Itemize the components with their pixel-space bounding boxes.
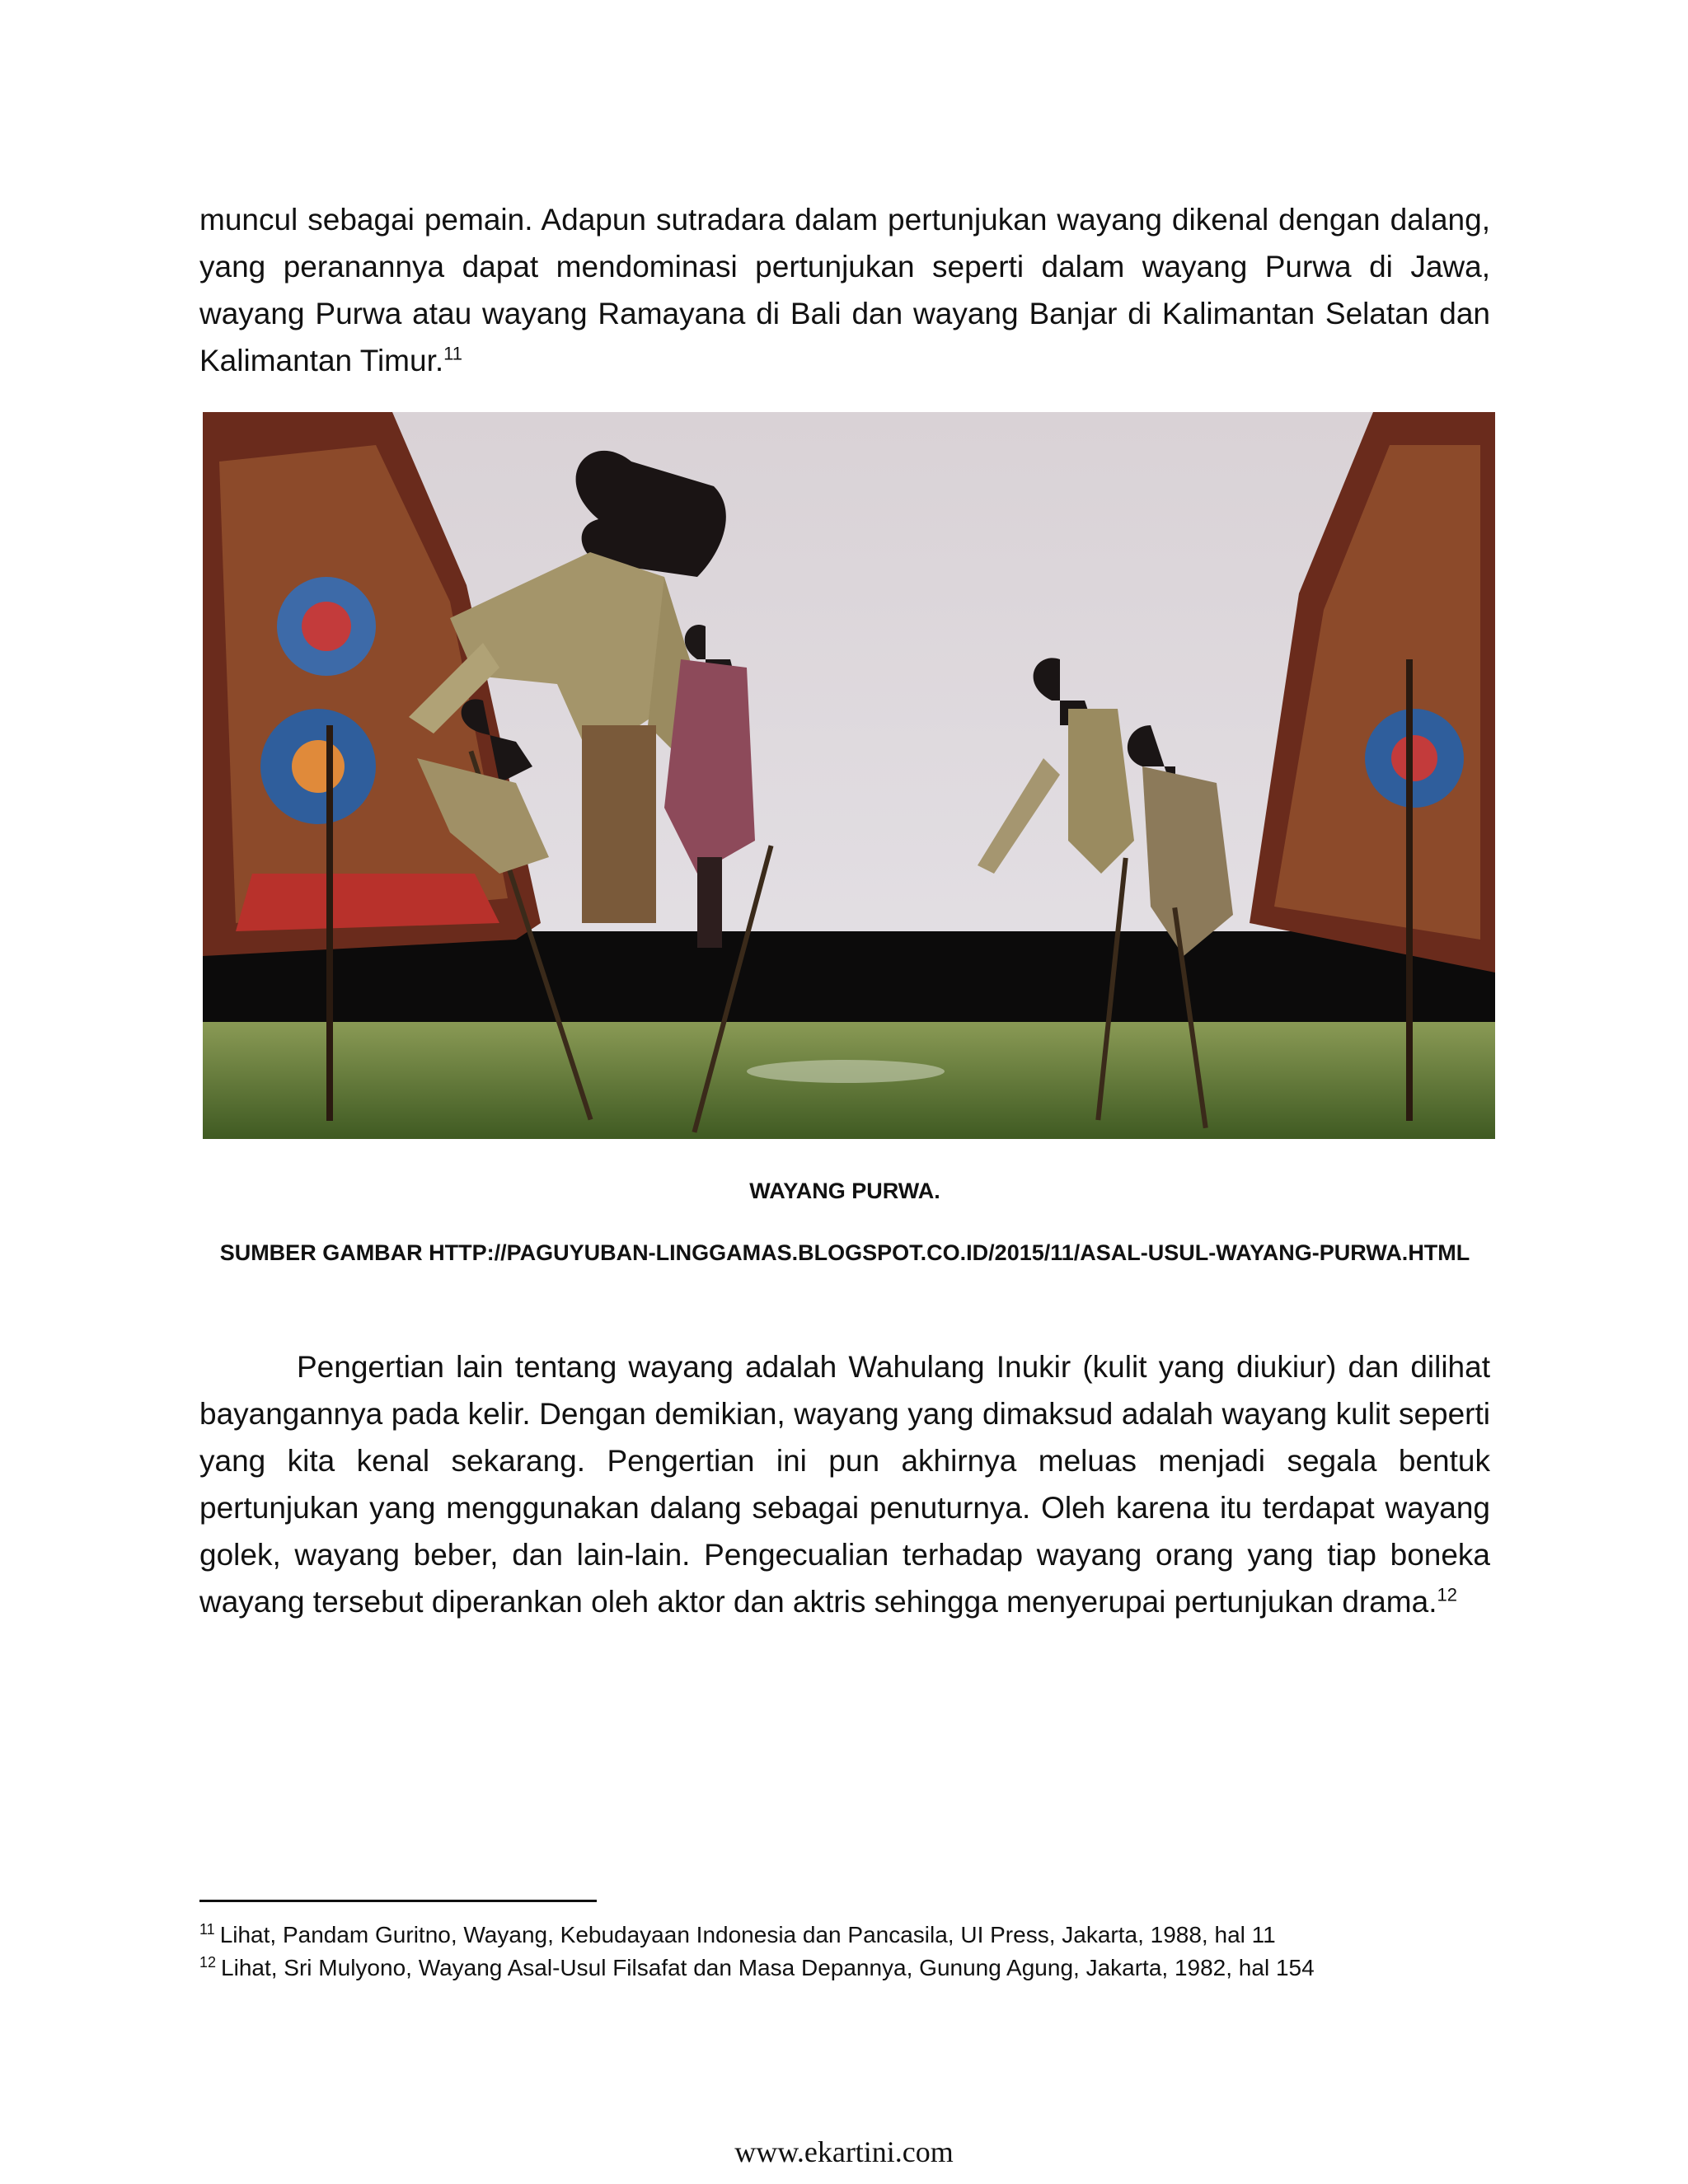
body-paragraph-2: [199, 1343, 1490, 1625]
footnote-text: Lihat, Sri Mulyono, Wayang Asal-Usul Filsafat dan Masa Depannya, Gunung Agung, Jakarta, 1982, hal 154: [221, 1955, 1315, 1980]
footnote-ref-11[interactable]: 11: [443, 343, 462, 364]
footnote-11: [199, 1919, 1518, 1952]
figure-caption-title: WAYANG PURWA.: [749, 1179, 940, 1203]
footnote-number: 12: [199, 1953, 217, 1971]
footer-website[interactable]: www.ekartini.com: [734, 2135, 954, 2168]
footnote-12: [199, 1952, 1518, 1985]
footnote-ref-12[interactable]: 12: [1437, 1584, 1457, 1605]
footnote-number: 11: [199, 1920, 215, 1938]
body-paragraph-1: [199, 196, 1490, 384]
footnote-text: Lihat, Pandam Guritno, Wayang, Kebudayaan Indonesia dan Pancasila, UI Press, Jakarta, 1988, hal 11: [219, 1922, 1276, 1947]
paragraph-1-text: muncul sebagai pemain. Adapun sutradara dalam pertunjukan wayang dikenal dengan dalang, yang peranannya dapat mendominasi pertunjukan seperti dalam wayang Purwa di Jawa, wayang Purwa atau wayang Ramayana di Bali dan wayang Banjar di Kalimantan Selatan dan Kalimantan Timur.: [199, 203, 1490, 377]
figure-caption-source: SUMBER GAMBAR HTTP://PAGUYUBAN-LINGGAMAS.BLOGSPOT.CO.ID/2015/11/ASAL-USUL-WAYANG-PURWA.HTML: [219, 1240, 1470, 1265]
wayang-purwa-photo: [203, 412, 1495, 1139]
paragraph-2-text: Pengertian lain tentang wayang adalah Wahulang Inukir (kulit yang diukiur) dan dilihat bayangannya pada kelir. Dengan demikian, wayang yang dimaksud adalah wayang kulit seperti yang kita kenal sekarang. Pengertian ini pun akhirnya meluas menjadi segala bentuk pertunjukan yang menggunakan dalang sebagai penuturnya. Oleh karena itu terdapat wayang golek, wayang beber, dan lain-lain. Pengecualian terhadap wayang orang yang tiap boneka wayang tersebut diperankan oleh aktor dan aktris sehingga menyerupai pertunjukan drama.: [199, 1350, 1490, 1619]
footnote-separator: [199, 1900, 597, 1902]
